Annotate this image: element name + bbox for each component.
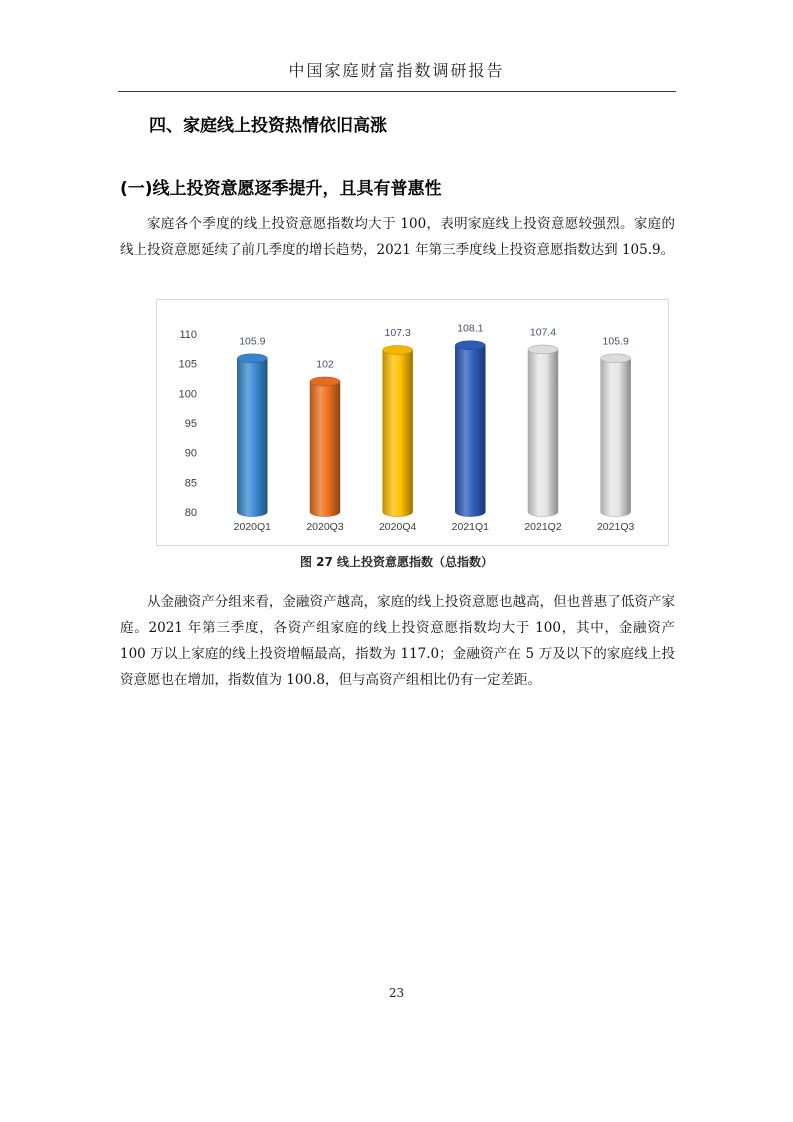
subsection-heading: (一)线上投资意愿逐季提升，且具有普惠性 (120, 179, 442, 199)
chart-canvas (157, 300, 668, 545)
page-number: 23 (388, 986, 405, 1000)
x-category-label: 2021Q1 (451, 521, 490, 533)
section-heading: 四、家庭线上投资热情依旧高涨 (149, 116, 387, 136)
bar-body (528, 349, 558, 516)
bar-cap (601, 354, 631, 363)
bar-body (455, 345, 485, 516)
bar-cap (528, 345, 558, 354)
data-label: 107.4 (529, 326, 557, 339)
body-paragraph-2: 从金融资产分组来看，金融资产越高，家庭的线上投资意愿也越高，但也普惠了低资产家庭。2021 年第三季度，各资产组家庭的线上投资意愿指数均大于 100，其中，金融资产 100 万以上家庭的线上投资增幅最高，指数为 117.0；金融资产在 5 万及以下的家庭线上投资意愿也在增加，指数值为 100.8，但与高资产组相比仍有一定差距。 (120, 594, 675, 688)
x-category-label: 2020Q4 (378, 521, 417, 533)
bar-body (237, 358, 267, 516)
y-tick-label: 100 (178, 388, 197, 401)
bar-cap (310, 377, 340, 386)
bar-cap (455, 341, 485, 350)
data-label: 108.1 (457, 322, 484, 335)
bar-body (383, 350, 413, 516)
bar-cap (237, 354, 267, 363)
header-rule (118, 91, 676, 92)
data-label: 105.9 (602, 335, 629, 348)
bar-2020Q3 (310, 377, 340, 517)
x-category-label: 2020Q1 (233, 521, 272, 533)
y-tick-label: 105 (178, 358, 197, 371)
bar-chart (156, 299, 669, 546)
bar-body (310, 381, 340, 516)
y-tick-label: 90 (184, 447, 197, 460)
y-tick-label: 85 (184, 477, 197, 490)
x-category-label: 2020Q3 (306, 521, 344, 533)
y-tick-label: 95 (184, 418, 197, 430)
bar-2021Q3 (601, 354, 631, 517)
bar-2020Q4 (383, 346, 413, 517)
bar-cap (383, 346, 413, 355)
x-category-label: 2021Q3 (596, 521, 635, 533)
bar-2021Q2 (528, 345, 558, 517)
y-tick-label: 110 (179, 329, 197, 341)
bar-2020Q1 (237, 354, 267, 517)
body-paragraph-1: 家庭各个季度的线上投资意愿指数均大于 100，表明家庭线上投资意愿较强烈。家庭的线上投资意愿延续了前几季度的增长趋势，2021 年第三季度线上投资意愿指数达到 105.9。 (120, 216, 675, 258)
data-label: 102 (316, 358, 334, 371)
data-label: 107.3 (384, 327, 411, 340)
bar-2021Q1 (455, 341, 485, 517)
figure-caption: 图 27 线上投资意愿指数（总指数） (299, 555, 494, 569)
bar-body (601, 358, 631, 516)
running-header: 中国家庭财富指数调研报告 (288, 61, 505, 80)
x-category-label: 2021Q2 (524, 521, 562, 533)
data-label: 105.9 (239, 335, 266, 348)
y-tick-label: 80 (184, 507, 197, 519)
